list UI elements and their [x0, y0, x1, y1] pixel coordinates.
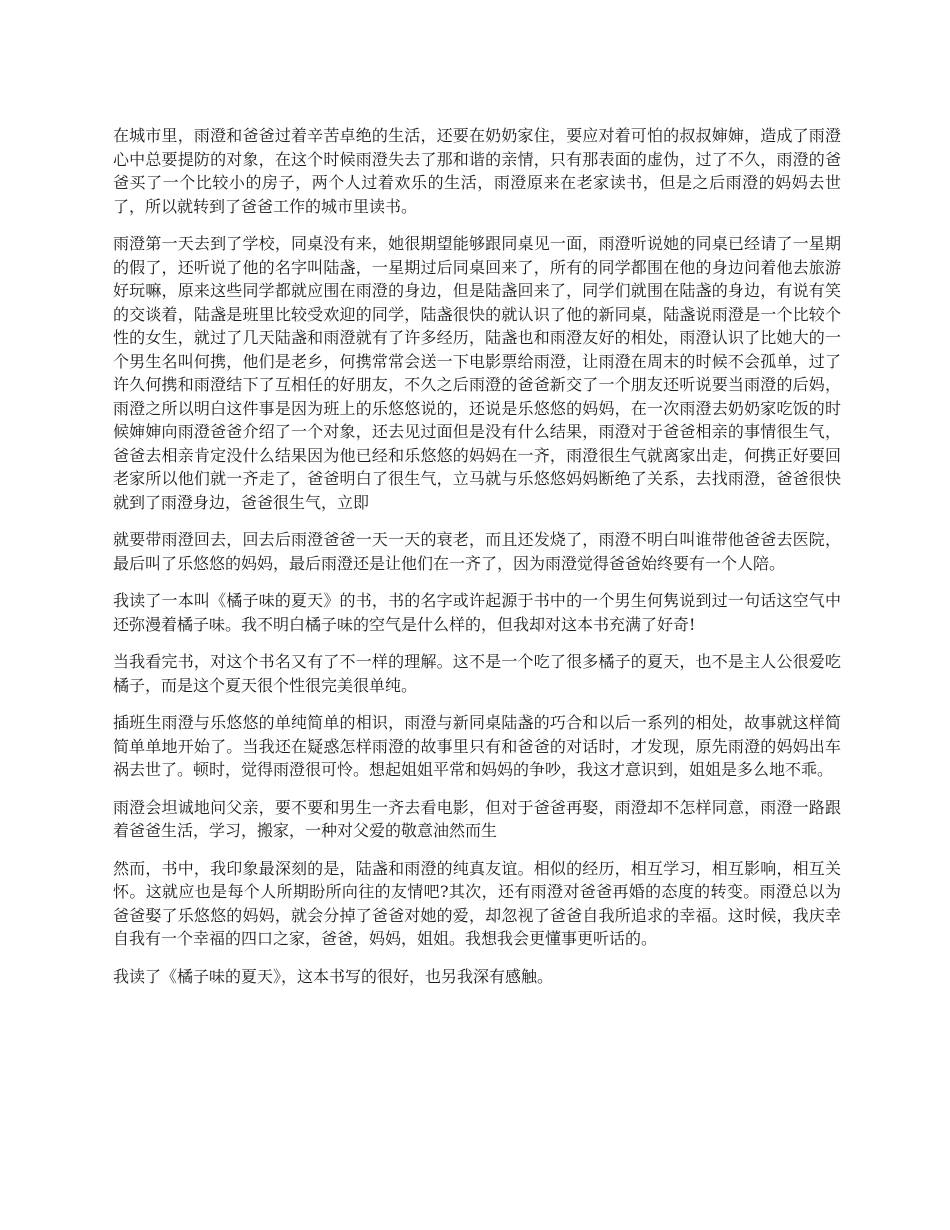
paragraph-4: 我读了一本叫《橘子味的夏天》的书，书的名字或许起源于书中的一个男生何隽说到过一句话这空气中还弥漫着橘子味。我不明白橘子味的空气是什么样的，但我却对这本书充满了好奇!	[113, 591, 841, 634]
paragraph-5: 当我看完书，对这个书名又有了不一样的理解。这不是一个吃了很多橘子的夏天，也不是主人公很爱吃橘子，而是这个夏天很个性很完美很单纯。	[113, 652, 841, 695]
paragraph-1: 在城市里，雨澄和爸爸过着辛苦卓绝的生活，还要在奶奶家住，要应对着可怕的叔叔婶婶，造成了雨澄心中总要提防的对象，在这个时候雨澄失去了那和谐的亲情，只有那表面的虚伪，过了不久，雨澄的爸爸买了一个比较小的房子，两个人过着欢乐的生活，雨澄原来在老家读书，但是之后雨澄的妈妈去世了，所以就转到了爸爸工作的城市里读书。	[113, 126, 841, 216]
paragraph-2: 雨澄第一天去到了学校，同桌没有来，她很期望能够跟同桌见一面，雨澄听说她的同桌已经请了一星期的假了，还听说了他的名字叫陆盏，一星期过后同桌回来了，所有的同学都围在他的身边问着他去旅游好玩嘛，原来这些同学都就应围在雨澄的身边，但是陆盏回来了，同学们就围在陆盏的身边，有说有笑的交谈着，陆盏是班里比较受欢迎的同学，陆盏很快的就认识了他的新同桌，陆盏说雨澄是一个比较个性的女生，就过了几天陆盏和雨澄就有了许多经历，陆盏也和雨澄友好的相处，雨澄认识了比她大的一个男生名叫何携，他们是老乡，何携常常会送一下电影票给雨澄，让雨澄在周末的时候不会孤单，过了许久何携和雨澄结下了互相任的好朋友，不久之后雨澄的爸爸新交了一个朋友还听说要当雨澄的后妈，雨澄之所以明白这件事是因为班上的乐悠悠说的，还说是乐悠悠的妈妈，在一次雨澄去奶奶家吃饭的时候婶婶向雨澄爸爸介绍了一个对象，还去见过面但是没有什么结果，雨澄对于爸爸相亲的事情很生气，爸爸去相亲肯定没什么结果因为他已经和乐悠悠的妈妈在一齐，雨澄很生气就离家出走，何携正好要回老家所以他们就一齐走了，爸爸明白了很生气，立马就与乐悠悠妈妈断绝了关系，去找雨澄，爸爸很快就到了雨澄身边，爸爸很生气，立即	[113, 234, 841, 512]
paragraph-6: 插班生雨澄与乐悠悠的单纯简单的相识，雨澄与新同桌陆盏的巧合和以后一系列的相处，故事就这样简简单单地开始了。当我还在疑惑怎样雨澄的故事里只有和爸爸的对话时，才发现，原先雨澄的妈妈出车祸去世了。顿时，觉得雨澄很可怜。想起姐姐平常和妈妈的争吵，我这才意识到，姐姐是多么地不乖。	[113, 713, 841, 779]
document-body	[113, 124, 841, 1002]
paragraph-9: 我读了《橘子味的夏天》，这本书写的很好，也另我深有感触。	[113, 966, 554, 986]
paragraph-7: 雨澄会坦诚地问父亲，要不要和男生一齐去看电影，但对于爸爸再娶，雨澄却不怎样同意，雨澄一路跟着爸爸生活，学习，搬家，一种对父爱的敬意油然而生	[113, 797, 841, 840]
paragraph-8: 然而，书中，我印象最深刻的是，陆盏和雨澄的纯真友谊。相似的经历，相互学习，相互影响，相互关怀。这就应也是每个人所期盼所向往的友情吧?其次，还有雨澄对爸爸再婚的态度的转变。雨澄总以为爸爸娶了乐悠悠的妈妈，就会分掉了爸爸对她的爱，却忽视了爸爸自我所追求的幸福。这时候，我庆幸自我有一个幸福的四口之家，爸爸，妈妈，姐姐。我想我会更懂事更听话的。	[113, 858, 841, 948]
paragraph-3: 就要带雨澄回去，回去后雨澄爸爸一天一天的衰老，而且还发烧了，雨澄不明白叫谁带他爸爸去医院，最后叫了乐悠悠的妈妈，最后雨澄还是让他们在一齐了，因为雨澄觉得爸爸始终要有一个人陪。	[113, 530, 841, 573]
